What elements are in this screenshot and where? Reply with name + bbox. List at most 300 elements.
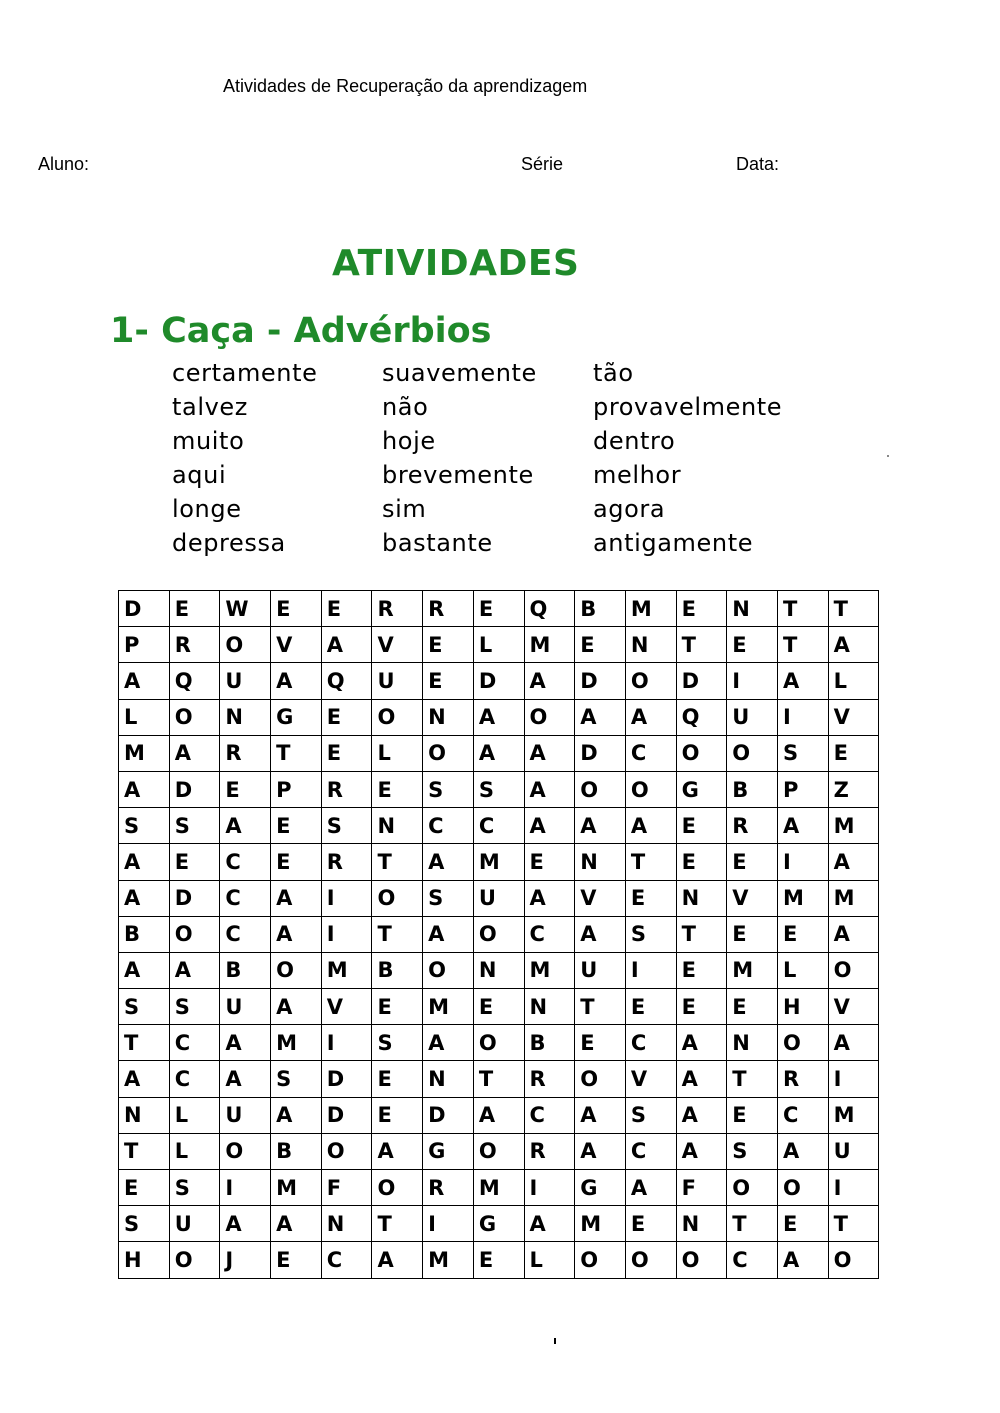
grid-cell[interactable]: C bbox=[625, 735, 676, 771]
grid-cell[interactable]: D bbox=[473, 663, 524, 699]
grid-cell[interactable]: A bbox=[169, 735, 220, 771]
grid-cell[interactable]: I bbox=[423, 1206, 474, 1242]
grid-cell[interactable]: O bbox=[423, 952, 474, 988]
grid-cell[interactable]: A bbox=[220, 1025, 271, 1061]
grid-cell[interactable]: C bbox=[220, 916, 271, 952]
grid-cell[interactable]: O bbox=[676, 735, 727, 771]
grid-cell[interactable]: U bbox=[727, 699, 778, 735]
grid-cell[interactable]: M bbox=[828, 1097, 879, 1133]
grid-cell[interactable]: C bbox=[777, 1097, 828, 1133]
grid-cell[interactable]: T bbox=[676, 916, 727, 952]
grid-cell[interactable]: L bbox=[119, 699, 170, 735]
grid-cell[interactable]: A bbox=[575, 1097, 626, 1133]
grid-cell[interactable]: A bbox=[676, 1097, 727, 1133]
grid-cell[interactable]: G bbox=[575, 1170, 626, 1206]
grid-cell[interactable]: N bbox=[119, 1097, 170, 1133]
grid-cell[interactable]: C bbox=[220, 844, 271, 880]
grid-cell[interactable]: R bbox=[321, 844, 372, 880]
grid-cell[interactable]: M bbox=[625, 591, 676, 627]
grid-cell[interactable]: A bbox=[676, 1061, 727, 1097]
grid-cell[interactable]: M bbox=[119, 735, 170, 771]
grid-cell[interactable]: S bbox=[727, 1133, 778, 1169]
grid-cell[interactable]: T bbox=[372, 1206, 423, 1242]
grid-cell[interactable]: S bbox=[473, 771, 524, 807]
grid-cell[interactable]: G bbox=[271, 699, 322, 735]
grid-cell[interactable]: F bbox=[676, 1170, 727, 1206]
grid-cell[interactable]: A bbox=[220, 808, 271, 844]
grid-cell[interactable]: T bbox=[777, 591, 828, 627]
grid-cell[interactable]: N bbox=[372, 808, 423, 844]
grid-cell[interactable]: L bbox=[777, 952, 828, 988]
grid-cell[interactable]: R bbox=[524, 1133, 575, 1169]
grid-cell[interactable]: M bbox=[828, 880, 879, 916]
grid-cell[interactable]: N bbox=[727, 591, 778, 627]
grid-cell[interactable]: R bbox=[321, 771, 372, 807]
grid-cell[interactable]: U bbox=[828, 1133, 879, 1169]
grid-cell[interactable]: M bbox=[423, 1242, 474, 1278]
grid-cell[interactable]: M bbox=[777, 880, 828, 916]
grid-cell[interactable]: O bbox=[169, 916, 220, 952]
grid-cell[interactable]: E bbox=[321, 699, 372, 735]
grid-cell[interactable]: H bbox=[777, 989, 828, 1025]
grid-cell[interactable]: T bbox=[828, 591, 879, 627]
grid-cell[interactable]: O bbox=[828, 952, 879, 988]
grid-cell[interactable]: N bbox=[524, 989, 575, 1025]
grid-cell[interactable]: D bbox=[423, 1097, 474, 1133]
grid-cell[interactable]: N bbox=[321, 1206, 372, 1242]
grid-cell[interactable]: B bbox=[372, 952, 423, 988]
grid-cell[interactable]: O bbox=[727, 1170, 778, 1206]
grid-cell[interactable]: A bbox=[271, 916, 322, 952]
grid-cell[interactable]: B bbox=[524, 1025, 575, 1061]
grid-cell[interactable]: L bbox=[169, 1133, 220, 1169]
grid-cell[interactable]: M bbox=[524, 952, 575, 988]
grid-cell[interactable]: N bbox=[676, 1206, 727, 1242]
grid-cell[interactable]: A bbox=[119, 952, 170, 988]
grid-cell[interactable]: S bbox=[119, 1206, 170, 1242]
grid-cell[interactable]: V bbox=[575, 880, 626, 916]
grid-cell[interactable]: A bbox=[271, 880, 322, 916]
grid-cell[interactable]: A bbox=[676, 1133, 727, 1169]
grid-cell[interactable]: O bbox=[473, 916, 524, 952]
grid-cell[interactable]: E bbox=[727, 1097, 778, 1133]
grid-cell[interactable]: I bbox=[727, 663, 778, 699]
grid-cell[interactable]: D bbox=[575, 735, 626, 771]
grid-cell[interactable]: G bbox=[473, 1206, 524, 1242]
grid-cell[interactable]: E bbox=[271, 1242, 322, 1278]
grid-cell[interactable]: E bbox=[727, 627, 778, 663]
section-title: ATIVIDADES bbox=[332, 243, 580, 284]
grid-cell[interactable]: C bbox=[169, 1025, 220, 1061]
grid-cell[interactable]: O bbox=[575, 1242, 626, 1278]
grid-cell[interactable]: V bbox=[372, 627, 423, 663]
grid-cell[interactable]: E bbox=[321, 735, 372, 771]
grid-cell[interactable]: A bbox=[777, 1242, 828, 1278]
grid-cell[interactable]: I bbox=[625, 952, 676, 988]
grid-cell[interactable]: T bbox=[727, 1061, 778, 1097]
grid-cell[interactable]: A bbox=[625, 699, 676, 735]
grid-cell[interactable]: D bbox=[676, 663, 727, 699]
grid-cell[interactable]: S bbox=[625, 1097, 676, 1133]
word-list-item: não bbox=[382, 393, 429, 421]
grid-cell[interactable]: B bbox=[119, 916, 170, 952]
grid-cell[interactable]: W bbox=[220, 591, 271, 627]
grid-cell[interactable]: E bbox=[625, 989, 676, 1025]
grid-cell[interactable]: R bbox=[169, 627, 220, 663]
grid-cell[interactable]: S bbox=[119, 808, 170, 844]
grid-cell[interactable]: E bbox=[169, 844, 220, 880]
grid-cell[interactable]: A bbox=[423, 1025, 474, 1061]
grid-cell[interactable]: E bbox=[625, 1206, 676, 1242]
grid-cell[interactable]: I bbox=[828, 1061, 879, 1097]
grid-cell[interactable]: Q bbox=[169, 663, 220, 699]
grid-cell[interactable]: B bbox=[220, 952, 271, 988]
grid-cell[interactable]: R bbox=[777, 1061, 828, 1097]
grid-cell[interactable]: E bbox=[575, 627, 626, 663]
grid-cell[interactable]: N bbox=[423, 1061, 474, 1097]
grid-cell[interactable]: E bbox=[119, 1170, 170, 1206]
grid-cell[interactable]: O bbox=[473, 1133, 524, 1169]
grid-cell[interactable]: A bbox=[524, 1206, 575, 1242]
grid-cell[interactable]: O bbox=[220, 627, 271, 663]
grid-cell[interactable]: E bbox=[777, 1206, 828, 1242]
grid-cell[interactable]: O bbox=[676, 1242, 727, 1278]
grid-cell[interactable]: J bbox=[220, 1242, 271, 1278]
grid-cell[interactable]: S bbox=[423, 771, 474, 807]
grid-cell[interactable]: T bbox=[372, 844, 423, 880]
grid-cell[interactable]: T bbox=[271, 735, 322, 771]
grid-cell[interactable]: A bbox=[524, 880, 575, 916]
grid-cell[interactable]: S bbox=[169, 808, 220, 844]
word-list-item: certamente bbox=[172, 359, 318, 387]
grid-cell[interactable]: A bbox=[777, 1133, 828, 1169]
grid-cell[interactable]: S bbox=[119, 989, 170, 1025]
grid-cell[interactable]: A bbox=[625, 808, 676, 844]
grid-row bbox=[119, 591, 879, 627]
grid-cell[interactable]: I bbox=[321, 880, 372, 916]
grid-cell[interactable]: D bbox=[321, 1097, 372, 1133]
grid-cell[interactable]: N bbox=[625, 627, 676, 663]
grid-cell[interactable]: V bbox=[828, 989, 879, 1025]
grid-cell[interactable]: A bbox=[220, 1206, 271, 1242]
grid-cell[interactable]: M bbox=[321, 952, 372, 988]
grid-cell[interactable]: A bbox=[271, 1206, 322, 1242]
grid-cell[interactable]: A bbox=[777, 808, 828, 844]
grid-row bbox=[119, 771, 879, 807]
grid-cell[interactable]: A bbox=[473, 735, 524, 771]
grid-cell[interactable]: B bbox=[575, 591, 626, 627]
grid-cell[interactable]: S bbox=[321, 808, 372, 844]
grid-cell[interactable]: M bbox=[473, 844, 524, 880]
grid-cell[interactable]: U bbox=[169, 1206, 220, 1242]
grid-cell[interactable]: L bbox=[169, 1097, 220, 1133]
grid-cell[interactable]: N bbox=[423, 699, 474, 735]
grid-cell[interactable]: I bbox=[777, 699, 828, 735]
grid-cell[interactable]: M bbox=[473, 1170, 524, 1206]
grid-cell[interactable]: A bbox=[828, 844, 879, 880]
grid-cell[interactable]: I bbox=[524, 1170, 575, 1206]
grid-cell[interactable]: E bbox=[676, 808, 727, 844]
grid-cell[interactable]: M bbox=[828, 808, 879, 844]
grid-cell[interactable]: M bbox=[727, 952, 778, 988]
grid-row bbox=[119, 916, 879, 952]
grid-cell[interactable]: O bbox=[625, 1242, 676, 1278]
grid-cell[interactable]: E bbox=[727, 916, 778, 952]
grid-cell[interactable]: L bbox=[473, 627, 524, 663]
grid-cell[interactable]: C bbox=[524, 1097, 575, 1133]
grid-cell[interactable]: E bbox=[423, 627, 474, 663]
grid-cell[interactable]: P bbox=[777, 771, 828, 807]
grid-cell[interactable]: O bbox=[625, 771, 676, 807]
word-list-item: talvez bbox=[172, 393, 248, 421]
grid-cell[interactable]: C bbox=[524, 916, 575, 952]
grid-cell[interactable]: R bbox=[372, 591, 423, 627]
grid-cell[interactable]: S bbox=[169, 1170, 220, 1206]
grid-cell[interactable]: T bbox=[625, 844, 676, 880]
grid-cell[interactable]: M bbox=[423, 989, 474, 1025]
grid-cell[interactable]: C bbox=[727, 1242, 778, 1278]
grid-cell[interactable]: H bbox=[119, 1242, 170, 1278]
grid-cell[interactable]: E bbox=[372, 1097, 423, 1133]
grid-cell[interactable]: T bbox=[676, 627, 727, 663]
grid-cell[interactable]: A bbox=[524, 771, 575, 807]
grid-cell[interactable]: M bbox=[524, 627, 575, 663]
grid-cell[interactable]: Q bbox=[321, 663, 372, 699]
grid-cell[interactable]: N bbox=[473, 952, 524, 988]
grid-cell[interactable]: E bbox=[524, 844, 575, 880]
grid-cell[interactable]: E bbox=[727, 844, 778, 880]
grid-cell[interactable]: A bbox=[271, 663, 322, 699]
grid-cell[interactable]: Q bbox=[676, 699, 727, 735]
word-list-item: longe bbox=[172, 495, 242, 523]
grid-cell[interactable]: S bbox=[271, 1061, 322, 1097]
grid-cell[interactable]: V bbox=[828, 699, 879, 735]
grid-cell[interactable]: O bbox=[524, 699, 575, 735]
grid-cell[interactable]: I bbox=[828, 1170, 879, 1206]
grid-cell[interactable]: A bbox=[220, 1061, 271, 1097]
grid-cell[interactable]: A bbox=[524, 663, 575, 699]
grid-cell[interactable]: S bbox=[625, 916, 676, 952]
grid-cell[interactable]: A bbox=[828, 1025, 879, 1061]
grid-row bbox=[119, 699, 879, 735]
grid-cell[interactable]: E bbox=[676, 844, 727, 880]
grid-cell[interactable]: O bbox=[271, 952, 322, 988]
grid-cell[interactable]: A bbox=[575, 1133, 626, 1169]
grid-cell[interactable]: A bbox=[524, 808, 575, 844]
grid-cell[interactable]: M bbox=[575, 1206, 626, 1242]
grid-cell[interactable]: O bbox=[575, 771, 626, 807]
grid-cell[interactable]: O bbox=[423, 735, 474, 771]
grid-cell[interactable]: A bbox=[271, 989, 322, 1025]
grid-cell[interactable]: C bbox=[625, 1133, 676, 1169]
grid-cell[interactable]: B bbox=[727, 771, 778, 807]
grid-cell[interactable]: R bbox=[423, 1170, 474, 1206]
exercise-title: 1- Caça - Advérbios bbox=[110, 311, 492, 351]
grid-cell[interactable]: E bbox=[372, 771, 423, 807]
grid-cell[interactable]: I bbox=[321, 1025, 372, 1061]
grid-cell[interactable]: D bbox=[169, 771, 220, 807]
grid-cell[interactable]: E bbox=[423, 663, 474, 699]
grid-row bbox=[119, 1133, 879, 1169]
grid-cell[interactable]: C bbox=[625, 1025, 676, 1061]
grid-cell[interactable]: E bbox=[828, 735, 879, 771]
grid-cell[interactable]: T bbox=[119, 1133, 170, 1169]
grid-cell[interactable]: L bbox=[372, 735, 423, 771]
grid-cell[interactable]: E bbox=[473, 1242, 524, 1278]
grid-cell[interactable]: E bbox=[625, 880, 676, 916]
grid-row bbox=[119, 808, 879, 844]
grid-cell[interactable]: T bbox=[828, 1206, 879, 1242]
grid-cell[interactable]: A bbox=[828, 627, 879, 663]
grid-cell[interactable]: E bbox=[271, 844, 322, 880]
grid-row bbox=[119, 989, 879, 1025]
grid-cell[interactable]: A bbox=[169, 952, 220, 988]
grid-cell[interactable]: E bbox=[676, 952, 727, 988]
grid-cell[interactable]: O bbox=[220, 1133, 271, 1169]
grid-cell[interactable]: S bbox=[169, 989, 220, 1025]
grid-cell[interactable]: U bbox=[220, 1097, 271, 1133]
grid-cell[interactable]: A bbox=[473, 699, 524, 735]
grid-cell[interactable]: A bbox=[119, 663, 170, 699]
grid-cell[interactable]: A bbox=[119, 771, 170, 807]
grid-cell[interactable]: V bbox=[625, 1061, 676, 1097]
grid-cell[interactable]: O bbox=[321, 1133, 372, 1169]
grid-cell[interactable]: I bbox=[777, 844, 828, 880]
grid-cell[interactable]: R bbox=[524, 1061, 575, 1097]
grid-cell[interactable]: S bbox=[423, 880, 474, 916]
grid-cell[interactable]: U bbox=[575, 952, 626, 988]
grid-cell[interactable]: T bbox=[119, 1025, 170, 1061]
grid-cell[interactable]: C bbox=[169, 1061, 220, 1097]
grid-cell[interactable]: S bbox=[777, 735, 828, 771]
grid-cell[interactable]: D bbox=[321, 1061, 372, 1097]
grid-cell[interactable]: O bbox=[372, 1170, 423, 1206]
grid-cell[interactable]: T bbox=[575, 989, 626, 1025]
grid-cell[interactable]: Q bbox=[524, 591, 575, 627]
grid-cell[interactable]: A bbox=[575, 916, 626, 952]
grid-row bbox=[119, 1097, 879, 1133]
grid-cell[interactable]: C bbox=[473, 808, 524, 844]
grid-cell[interactable]: E bbox=[372, 1061, 423, 1097]
grid-cell[interactable]: A bbox=[372, 1242, 423, 1278]
grid-cell[interactable]: T bbox=[777, 627, 828, 663]
grid-cell[interactable]: S bbox=[372, 1025, 423, 1061]
grid-cell[interactable]: R bbox=[423, 591, 474, 627]
grid-cell[interactable]: C bbox=[220, 880, 271, 916]
grid-cell[interactable]: E bbox=[575, 1025, 626, 1061]
grid-cell[interactable]: A bbox=[119, 844, 170, 880]
grid-cell[interactable]: P bbox=[119, 627, 170, 663]
grid-cell[interactable]: A bbox=[828, 916, 879, 952]
grid-cell[interactable]: O bbox=[169, 699, 220, 735]
grid-cell[interactable]: E bbox=[271, 591, 322, 627]
grid-cell[interactable]: V bbox=[271, 627, 322, 663]
grid-cell[interactable]: A bbox=[625, 1170, 676, 1206]
grid-cell[interactable]: D bbox=[119, 591, 170, 627]
grid-cell[interactable]: T bbox=[372, 916, 423, 952]
grid-cell[interactable]: E bbox=[473, 989, 524, 1025]
grid-cell[interactable]: D bbox=[575, 663, 626, 699]
grid-cell[interactable]: U bbox=[220, 663, 271, 699]
grid-cell[interactable]: E bbox=[372, 989, 423, 1025]
grid-cell[interactable]: O bbox=[625, 663, 676, 699]
grid-cell[interactable]: M bbox=[271, 1025, 322, 1061]
grid-cell[interactable]: O bbox=[777, 1025, 828, 1061]
grid-cell[interactable]: O bbox=[575, 1061, 626, 1097]
grid-cell[interactable]: A bbox=[271, 1097, 322, 1133]
grid-cell[interactable]: I bbox=[321, 916, 372, 952]
grid-cell[interactable]: A bbox=[524, 735, 575, 771]
grid-cell[interactable]: A bbox=[473, 1097, 524, 1133]
grid-cell[interactable]: V bbox=[727, 880, 778, 916]
grid-cell[interactable]: O bbox=[372, 880, 423, 916]
grid-cell[interactable]: A bbox=[777, 663, 828, 699]
grid-cell[interactable]: A bbox=[676, 1025, 727, 1061]
grid-cell[interactable]: B bbox=[271, 1133, 322, 1169]
grid-cell[interactable]: I bbox=[220, 1170, 271, 1206]
grid-cell[interactable]: U bbox=[220, 989, 271, 1025]
grid-cell[interactable]: N bbox=[220, 699, 271, 735]
grid-row bbox=[119, 880, 879, 916]
grid-cell[interactable]: N bbox=[676, 880, 727, 916]
grid-cell[interactable]: E bbox=[676, 591, 727, 627]
grid-cell[interactable]: D bbox=[169, 880, 220, 916]
grid-cell[interactable]: R bbox=[220, 735, 271, 771]
grid-cell[interactable]: A bbox=[423, 916, 474, 952]
grid-cell[interactable]: E bbox=[220, 771, 271, 807]
grid-cell[interactable]: O bbox=[169, 1242, 220, 1278]
grid-cell[interactable]: E bbox=[169, 591, 220, 627]
grid-cell[interactable]: A bbox=[575, 808, 626, 844]
grid-cell[interactable]: E bbox=[676, 989, 727, 1025]
grid-cell[interactable]: O bbox=[473, 1025, 524, 1061]
grid-cell[interactable]: E bbox=[777, 916, 828, 952]
grid-cell[interactable]: E bbox=[321, 591, 372, 627]
grid-cell[interactable]: C bbox=[321, 1242, 372, 1278]
grid-cell[interactable]: E bbox=[271, 808, 322, 844]
grid-cell[interactable]: G bbox=[676, 771, 727, 807]
grid-cell[interactable]: Z bbox=[828, 771, 879, 807]
grid-cell[interactable]: P bbox=[271, 771, 322, 807]
grid-cell[interactable]: N bbox=[727, 1025, 778, 1061]
grid-cell[interactable]: F bbox=[321, 1170, 372, 1206]
grid-cell[interactable]: U bbox=[473, 880, 524, 916]
grid-cell[interactable]: L bbox=[828, 663, 879, 699]
grid-cell[interactable]: R bbox=[727, 808, 778, 844]
grid-cell[interactable]: O bbox=[727, 735, 778, 771]
grid-cell[interactable]: A bbox=[575, 699, 626, 735]
grid-cell[interactable]: O bbox=[828, 1242, 879, 1278]
grid-cell[interactable]: A bbox=[423, 844, 474, 880]
grid-cell[interactable]: V bbox=[321, 989, 372, 1025]
grid-cell[interactable]: A bbox=[321, 627, 372, 663]
grid-cell[interactable]: C bbox=[423, 808, 474, 844]
grid-cell[interactable]: G bbox=[423, 1133, 474, 1169]
grid-cell[interactable]: O bbox=[777, 1170, 828, 1206]
grid-cell[interactable]: E bbox=[473, 591, 524, 627]
grid-cell[interactable]: O bbox=[372, 699, 423, 735]
grid-cell[interactable]: E bbox=[727, 989, 778, 1025]
grid-cell[interactable]: M bbox=[271, 1170, 322, 1206]
grid-cell[interactable]: A bbox=[372, 1133, 423, 1169]
grid-cell[interactable]: L bbox=[524, 1242, 575, 1278]
grid-cell[interactable]: N bbox=[575, 844, 626, 880]
grid-cell[interactable]: A bbox=[119, 1061, 170, 1097]
grid-cell[interactable]: U bbox=[372, 663, 423, 699]
grid-cell[interactable]: A bbox=[119, 880, 170, 916]
grid-cell[interactable]: T bbox=[473, 1061, 524, 1097]
grid-cell[interactable]: T bbox=[727, 1206, 778, 1242]
